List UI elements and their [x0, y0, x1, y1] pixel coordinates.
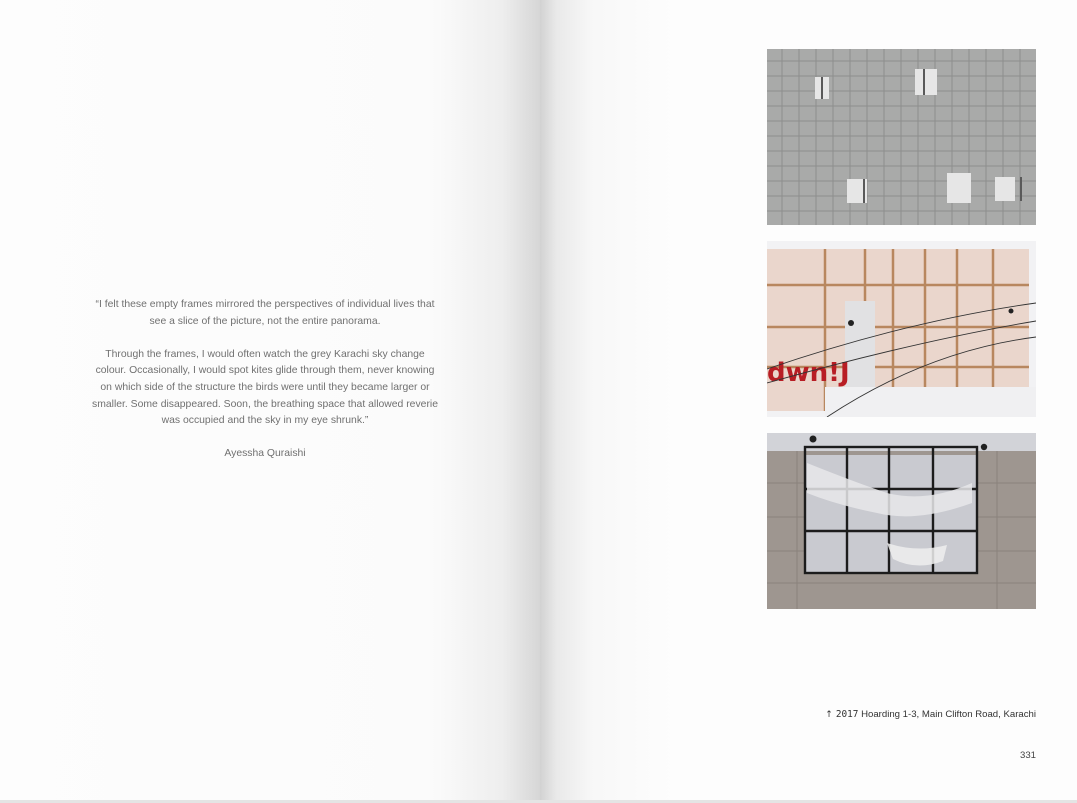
quote-paragraph-1: “I felt these empty frames mirrored the perspectives of individual lives that see a slice of the picture, not the entire panorama.	[95, 299, 435, 327]
billboard-sign-text: dwn!J	[767, 358, 850, 388]
hoarding-photo-1	[767, 49, 1036, 225]
hoarding-photo-3	[767, 433, 1036, 609]
quote-block	[90, 297, 440, 480]
page-number: 331	[1019, 750, 1036, 761]
hoarding-photo-2	[767, 241, 1036, 417]
photo-caption	[825, 709, 1036, 720]
quote-paragraph-2: Through the frames, I would often watch the grey Karachi sky change colour. Occasionally, I would spot kites glide through them, never knowing on which side of the structure the birds were until they became larger or smaller. Some disappeared. Soon, the breathing space that allowed reverie was occupied and the sky in my eye shrunk.”	[92, 348, 438, 427]
quote-author: Ayessha Quraishi	[224, 448, 306, 460]
caption-year: 2017	[835, 709, 859, 720]
arrow-up-icon: ↑	[825, 710, 833, 720]
caption-text: Hoarding 1-3, Main Clifton Road, Karachi	[861, 709, 1036, 720]
